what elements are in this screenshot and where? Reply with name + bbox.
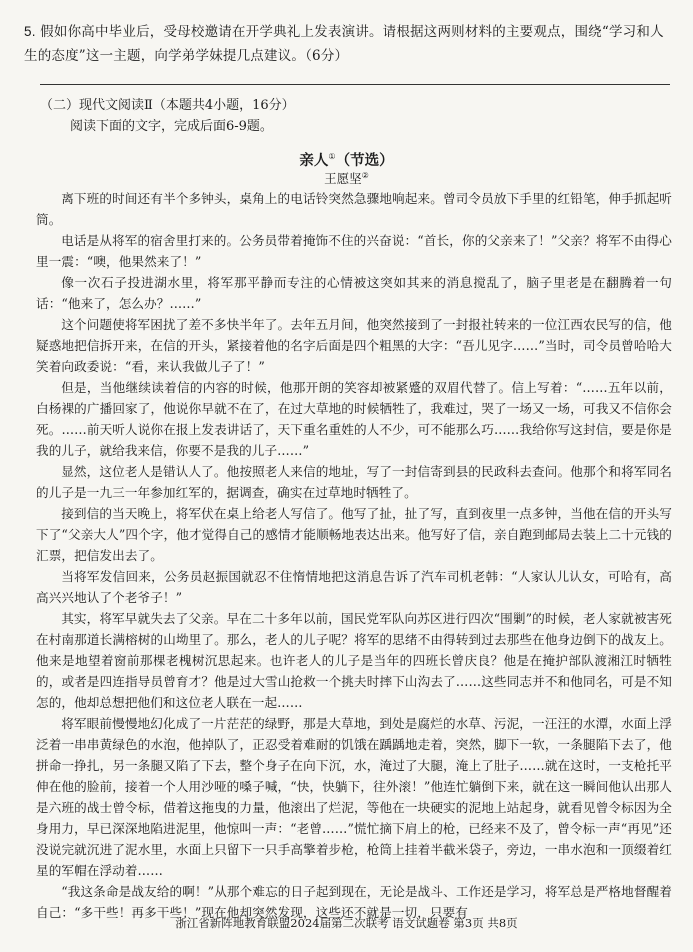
paragraph: 将军眼前慢慢地幻化成了一片茫茫的绿野，那是大草地，到处是腐烂的水草、污泥，一汪汪的水潭，水面上浮泛着一串串黄绿色的水泡，他掉队了，正忍受着难耐的饥饿在踽踽地走着，突然，脚下一软，一条腿陷下去了，他拼命一挣扎，另一条腿又陷了下去，整个身子在向下沉，水，淹过了大腿，淹上了肚子……就在这时，一支枪托平伸在他的脸前，接着一个人用沙哑的嗓子喊，“快，快躺下，往外滚！”他连忙躺倒下来，就在这一瞬间他认出那人是六班的战士曾令标，借着这拖曳的力量，他滚出了烂泥，等他在一块硬实的泥地上站起身，就看见曾令标因为全身用力，早已深深地陷进泥里，他惊叫一声：“老曾……”慌忙摘下肩上的枪，已经来不及了，曾令标一声“再见”还没说完就沉进了泥水里，水面上只留下一只手高擎着步枪，枪筒上挂着半截米袋子，旁边，一串水泡和一顶缀着红星的军帽在浮动着…… bbox=[36, 716, 672, 878]
article-title-suffix: （节选） bbox=[335, 151, 394, 169]
question-number: 5. bbox=[24, 24, 36, 39]
paragraph: 这个问题使将军困扰了差不多快半年了。去年五月间，他突然接到了一封报社转来的一位江西农民写的信，他疑惑地把信拆开来，在信的开头，紧接着他的名字后面是四个粗黑的大字：“吾儿见字……”当时，司令员曾哈哈大笑着向政委说：“看，来认我做儿子了！” bbox=[36, 317, 672, 374]
paragraph: 像一次石子投进湖水里，将军那平静而专注的心情被这突如其来的消息搅乱了，脑子里老是在翻腾着一句话：“他来了，怎么办？……” bbox=[36, 275, 672, 311]
paragraph: 但是，当他继续读着信的内容的时候，他那开朗的笑容却被紧蹙的双眉代替了。信上写着：“……五年以前，白杨裸的广播回家了，他说你早就不在了，在过大草地的时候牺牲了，我难过，哭了一场又一场，可我又不信你会死。……前天听人说你在报上发表讲话了，天下重名重姓的人不少，可不能那么巧……我给你写这封信，要是你是我的儿子，就给我来信，你要不是我的儿子……” bbox=[36, 380, 672, 458]
section-heading: （二）现代文阅读Ⅱ（本题共4小题，16分） bbox=[40, 98, 295, 113]
page-footer: 浙江省新阵地教育联盟2024届第二次联考 语文试题卷 第3页 共8页 bbox=[175, 916, 518, 930]
paragraph: 当将军发信回来，公务员赵振国就忍不住惰情地把这消息告诉了汽车司机老韩：“人家认儿认女，可哈有，高高兴兴地认了个老爷子！” bbox=[36, 569, 672, 605]
title-footnote-marker: ① bbox=[328, 152, 336, 161]
paragraph: 其实，将军早就失去了父亲。早在二十多年以前，国民党军队向苏区进行四次“围剿”的时候，老人家就被害死在村南那道长满榕树的山坳里了。那么，老人的儿子呢？将军的思绪不由得转到过去那些在他身边倒下的战友上。他来是地望着窗前那棵老槐树沉思起来。也许老人的儿子是当年的四班长曾庆良？他是在掩护部队渡湘江时牺牲的，或者是四连指导员曾育才？他是过大雪山抢救一个挑夫时摔下山沟去了……这些同志并不和他同名，可是不知怎的，他却总想把他们和这位老人联在一起…… bbox=[36, 611, 672, 710]
question-text: 假如你高中毕业后，受母校邀请在开学典礼上发表演讲。请根据这两则材料的主要观点，围绕“学习和人生的态度”这一主题，向学弟学妹提几点建议。（6分） bbox=[24, 24, 664, 64]
paragraph: 电话是从将军的宿舍里打来的。公务员带着掩饰不住的兴奋说：“首长，你的父亲来了！”父亲？将军不由得心里一震：“噢，他果然来了！” bbox=[36, 233, 672, 269]
paragraph: 接到信的当天晚上，将军伏在桌上给老人写信了。他写了扯，扯了写，直到夜里一点多钟，当他在信的开头写下了“父亲大人”四个字，他才觉得自己的感情才能顺畅地表达出来。他写好了信，亲自跑到邮局去装上二十元钱的汇票，把信发出去了。 bbox=[36, 506, 672, 563]
article-body bbox=[36, 188, 672, 923]
paragraph: 显然，这位老人是错认人了。他按照老人来信的地址，写了一封信寄到县的民政科去查问。他那个和将军同名的儿子是一九三一年参加红军的，据调查，确实在过草地时牺牲了。 bbox=[36, 464, 672, 500]
question-5 bbox=[24, 20, 672, 68]
article-title-text: 亲人 bbox=[299, 151, 329, 169]
paragraph: “我这条命是战友给的啊！”从那个难忘的日子起到现在，无论是战斗、工作还是学习，将军总是严格地督醒着自己：“多干些！再多干些！”现在他却突然发现，这些还不就是一切，只要有 bbox=[36, 884, 672, 920]
author-name: 王愿坚 bbox=[324, 171, 362, 187]
answer-line bbox=[40, 84, 670, 85]
paragraph: 离下班的时间还有半个多钟头，桌角上的电话铃突然急骤地响起来。曾司令员放下手里的红铅笔，伸手抓起听筒。 bbox=[36, 191, 672, 227]
section-intro: 阅读下面的文字，完成后面6-9题。 bbox=[70, 119, 273, 134]
author-footnote-marker: ② bbox=[361, 171, 369, 180]
article-author bbox=[0, 166, 693, 189]
